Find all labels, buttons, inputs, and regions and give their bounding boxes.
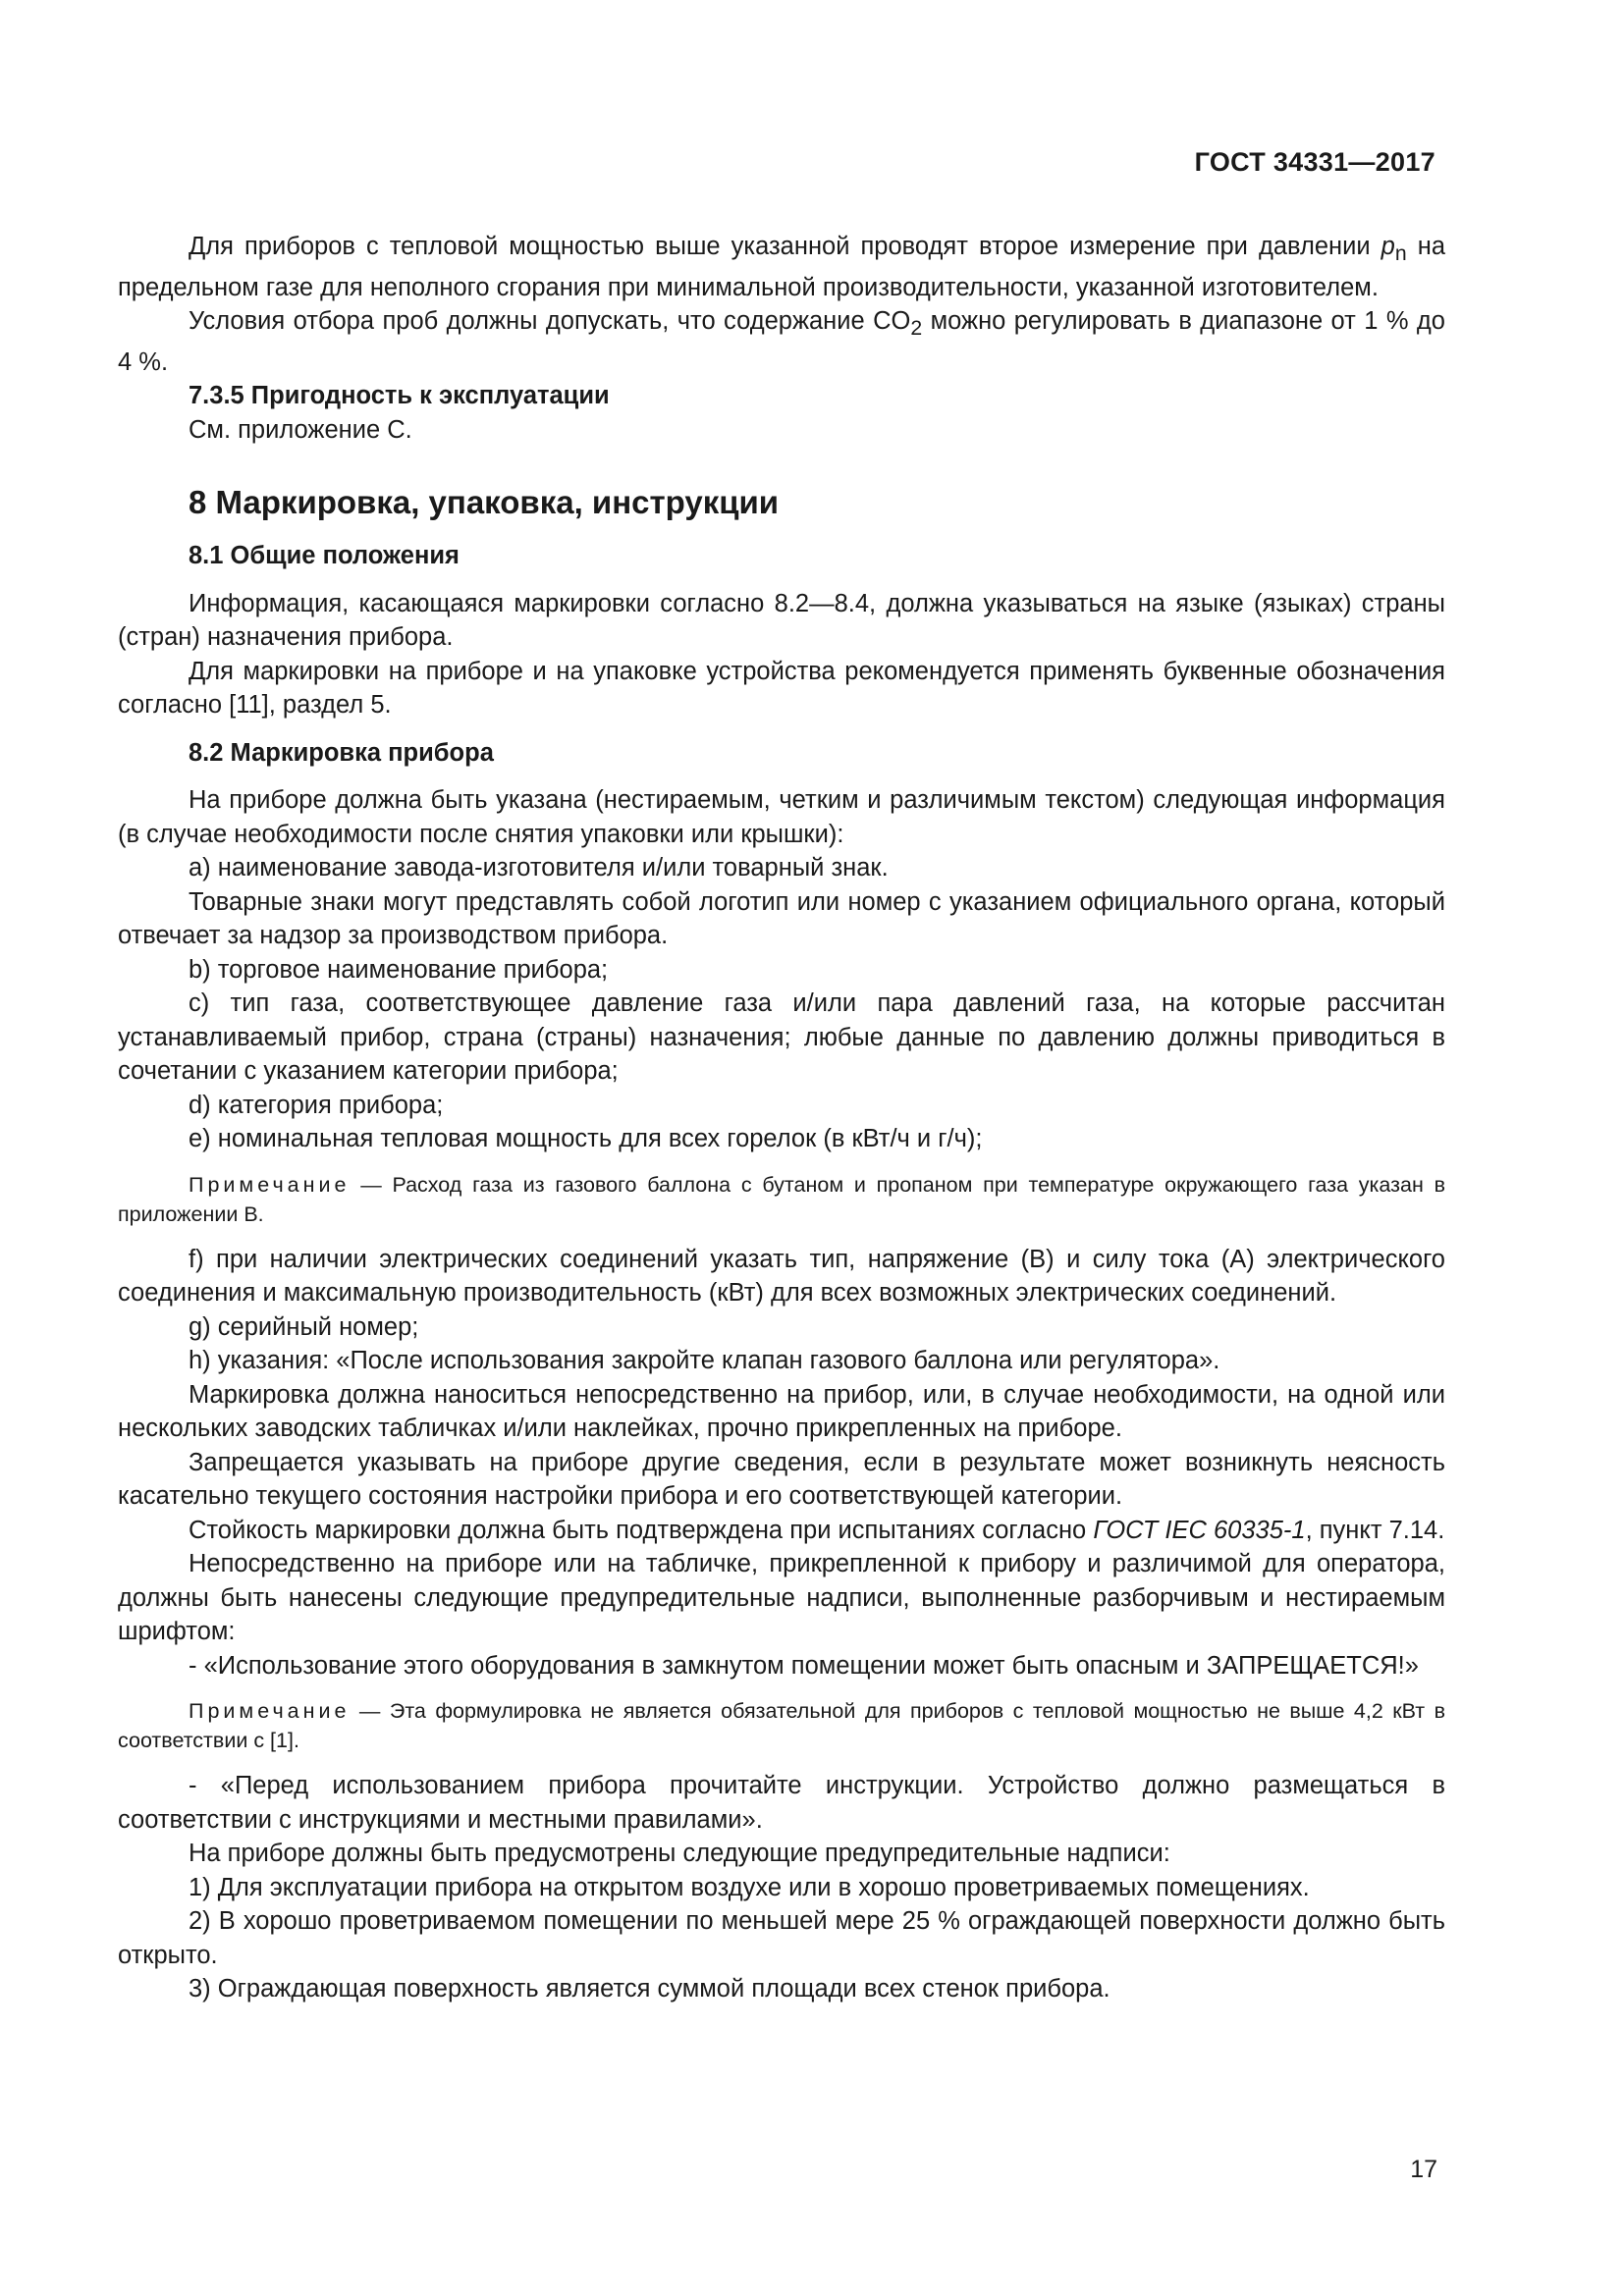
list-item: h) указания: «После использования закройте клапан газового баллона или регулятора».	[189, 1347, 1220, 1375]
paragraph: Для приборов с тепловой мощностью выше указанной проводят второе измерение при давлении $p_n$ на предельном газе для неполного сгорания при минимальной производительности, указанной изготовителем.	[118, 233, 1445, 301]
section-heading-7-3-5: 7.3.5 Пригодность к эксплуатации	[189, 382, 610, 410]
warning-text: - «Использование этого оборудования в замкнутом помещении может быть опасным и ЗАПРЕЩАЕТСЯ!»	[189, 1651, 1419, 1680]
paragraph: Для маркировки на приборе и на упаковке устройства рекомендуется применять буквенные обозначения согласно [11], раздел 5.	[118, 657, 1445, 720]
section-heading-8-2: 8.2 Маркировка прибора	[189, 738, 494, 767]
paragraph: Товарные знаки могут представлять собой логотип или номер с указанием официального органа, который отвечает за надзор за производством прибора.	[118, 887, 1445, 950]
warning-text: - «Перед использованием прибора прочитайте инструкции. Устройство должно размещаться в соответствии с инструкциями и местными правилами».	[118, 1772, 1445, 1834]
list-item: 3) Ограждающая поверхность является суммой площади всех стенок прибора.	[189, 1975, 1110, 2003]
note: Примечание — Эта формулировка не является обязательной для приборов с тепловой мощностью не выше 4,2 кВт в соответствии с [1].	[118, 1699, 1445, 1753]
note: Примечание — Расход газа из газового баллона с бутаном и пропаном при температуре окружающего газа указан в приложении В.	[118, 1172, 1445, 1226]
document-header: ГОСТ 34331—2017	[1194, 147, 1435, 177]
page-number: 17	[1410, 2156, 1437, 2183]
note-label: Примечание	[189, 1699, 351, 1724]
list-item: f) при наличии электрических соединений указать тип, напряжение (В) и силу тока (А) электрического соединения и максимальную производительность (кВт) для всех возможных электрических соединений.	[118, 1245, 1445, 1308]
co2-subscript: 2	[910, 316, 923, 341]
section-heading-8-1: 8.1 Общие положения	[189, 542, 460, 570]
document-body	[118, 230, 1445, 2006]
list-item: b) торговое наименование прибора;	[189, 955, 609, 984]
paragraph: Маркировка должна наноситься непосредственно на прибор, или, в случае необходимости, на одной или нескольких заводских табличках и/или наклейках, прочно прикрепленных на приборе.	[118, 1380, 1445, 1443]
pressure-symbol: p	[1380, 233, 1395, 260]
paragraph: Непосредственно на приборе или на табличке, прикрепленной к прибору и различимой для оператора, должны быть нанесены следующие предупредительные надписи, выполненные разборчивым и нестираемым шрифтом:	[118, 1550, 1445, 1646]
list-item: а) наименование завода-изготовителя и/или товарный знак.	[189, 854, 889, 882]
paragraph: Условия отбора проб должны допускать, что содержание $CO_2$ можно регулировать в диапазоне от 1 % до 4 %.	[118, 307, 1445, 376]
list-item: с) тип газа, соответствующее давление газа и/или пара давлений газа, на которые рассчитан устанавливаемый прибор, страна (страны) назначения; любые данные по давлению должны приводиться в сочетании с указанием категории прибора;	[118, 989, 1445, 1086]
standard-reference: ГОСТ IEC 60335-1	[1093, 1516, 1306, 1544]
list-item: d) категория прибора;	[189, 1091, 444, 1119]
note-label: Примечание	[189, 1172, 351, 1197]
list-item: 2) В хорошо проветриваемом помещении по меньшей мере 25 % ограждающей поверхности должно быть открыто.	[118, 1907, 1445, 1969]
list-item: g) серийный номер;	[189, 1312, 419, 1341]
list-item: е) номинальная тепловая мощность для всех горелок (в кВт/ч и г/ч);	[189, 1125, 983, 1153]
paragraph: См. приложение С.	[189, 415, 412, 444]
list-item: 1) Для эксплуатации прибора на открытом воздухе или в хорошо проветриваемых помещениях.	[189, 1873, 1310, 1901]
pressure-subscript: n	[1394, 241, 1407, 266]
paragraph: Стойкость маркировки должна быть подтверждена при испытаниях согласно ГОСТ IEC 60335-1, пункт 7.14.	[189, 1516, 1445, 1544]
paragraph: На приборе должны быть предусмотрены следующие предупредительные надписи:	[189, 1840, 1170, 1868]
paragraph: Запрещается указывать на приборе другие сведения, если в результате может возникнуть неясность касательно текущего состояния настройки прибора и его соответствующей категории.	[118, 1448, 1445, 1511]
paragraph: На приборе должна быть указана (нестираемым, четким и различимым текстом) следующая информация (в случае необходимости после снятия упаковки или крышки):	[118, 786, 1445, 848]
paragraph: Информация, касающаяся маркировки согласно 8.2—8.4, должна указываться на языке (языках) страны (стран) назначения прибора.	[118, 589, 1445, 652]
section-heading-8: 8 Маркировка, упаковка, инструкции	[189, 484, 780, 521]
